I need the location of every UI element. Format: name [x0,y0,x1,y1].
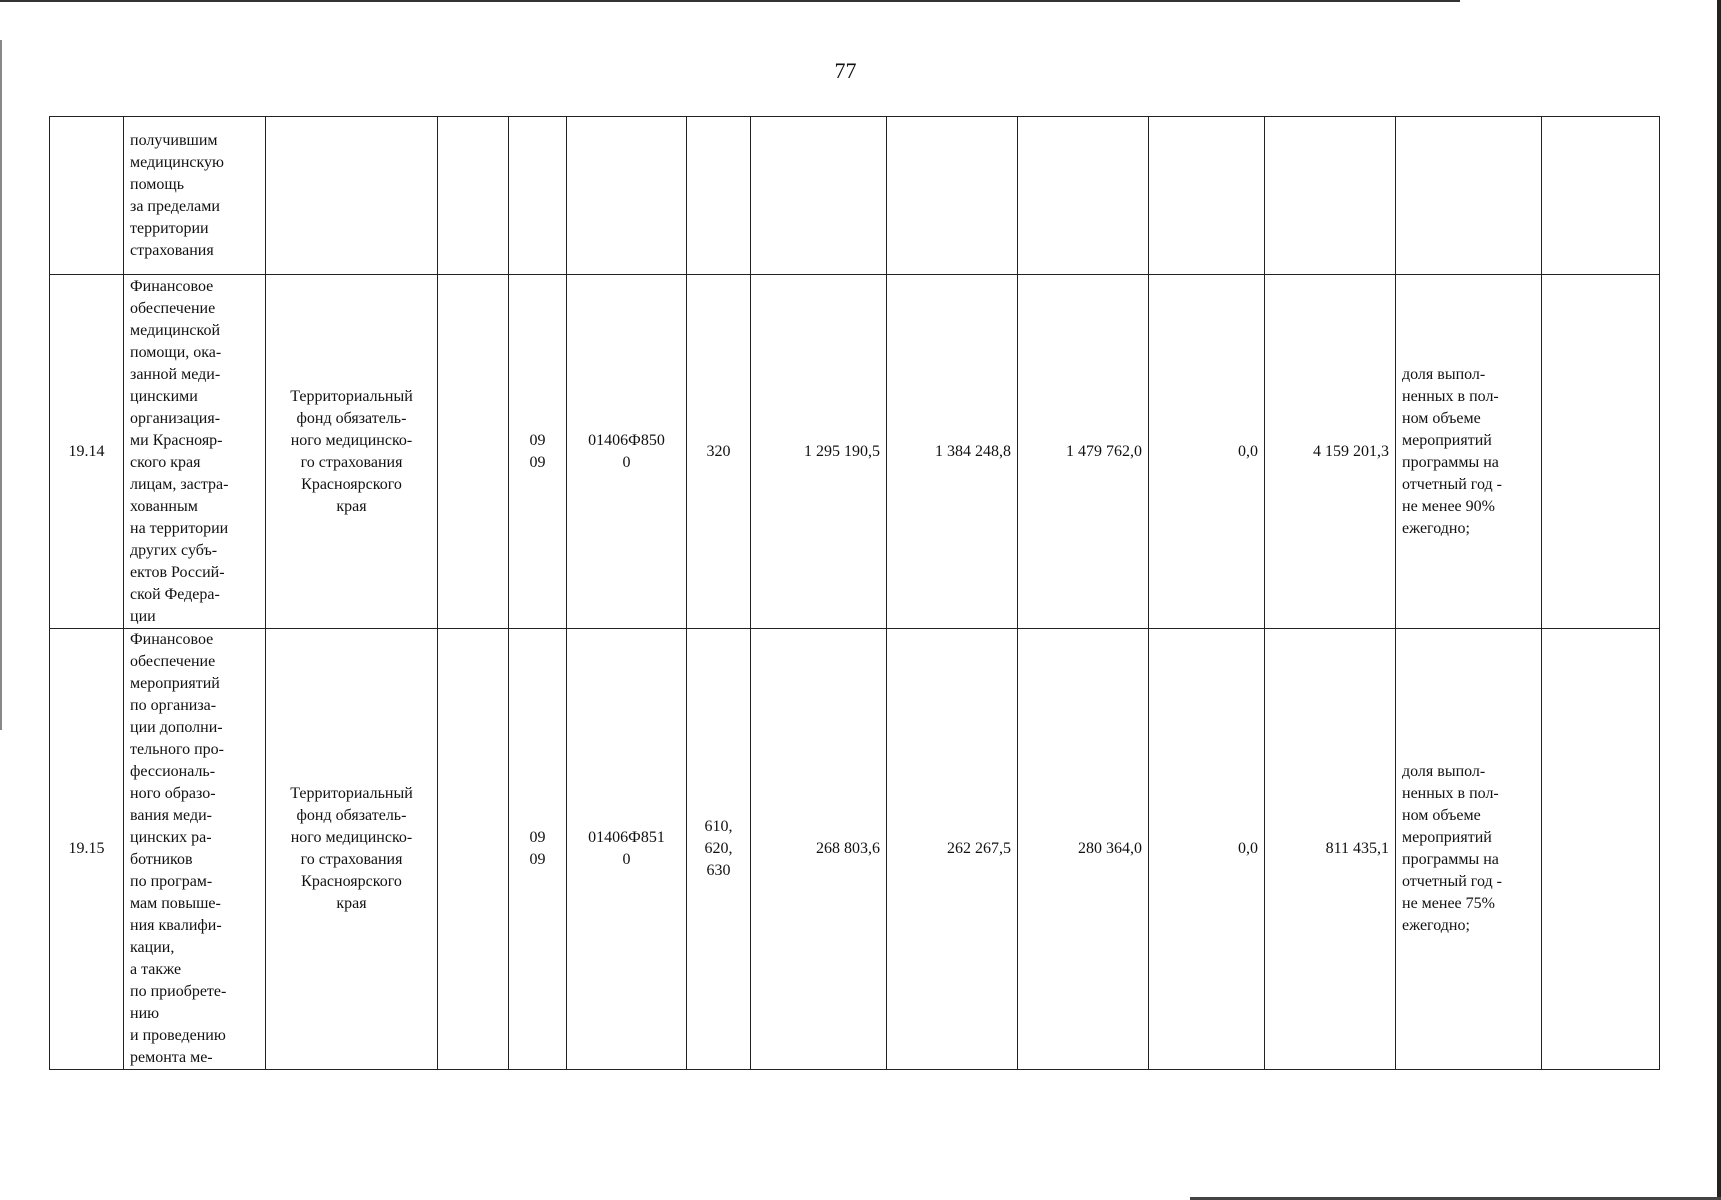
amount-total [1265,117,1396,275]
expense-type-code [687,117,751,275]
executor: Территориальный фонд обязатель- ного медицинско- го страхования Красноярского края [266,275,438,629]
amount-year-4: 0,0 [1149,629,1265,1070]
amount-year-4 [1149,117,1265,275]
grbs-code [438,117,509,275]
target-article-code: 01406Ф850 0 [567,275,687,629]
target-article-code [567,117,687,275]
expected-result [1396,117,1542,275]
target-article-code: 01406Ф851 0 [567,629,687,1070]
amount-year-2 [887,117,1018,275]
row-number: 19.15 [50,629,124,1070]
scan-edge-left [0,40,2,730]
table-row [50,629,1660,1070]
expected-result: доля выпол- ненных в пол- ном объеме мероприятий программы на отчетный год - не менее 75% ежегодно; [1396,629,1542,1070]
amount-year-3: 1 479 762,0 [1018,275,1149,629]
activity-name: Финансовое обеспечение медицинской помощи, ока- занной меди- цинскими организация- ми Краснояр- ского края лицам, застра- хованным на территории других субъ- ектов Россий- ской Федера- ции [124,275,266,629]
grbs-code [438,275,509,629]
section-code [509,117,567,275]
amount-year-2: 1 384 248,8 [887,275,1018,629]
row-number [50,117,124,275]
extra-column [1542,629,1660,1070]
activity-name: получившим медицинскую помощь за пределами территории страхования [124,117,266,275]
section-code: 09 09 [509,629,567,1070]
amount-total: 4 159 201,3 [1265,275,1396,629]
amount-year-3: 280 364,0 [1018,629,1149,1070]
amount-year-1: 268 803,6 [751,629,887,1070]
scan-edge-right [1717,0,1721,1200]
amount-year-1: 1 295 190,5 [751,275,887,629]
executor: Территориальный фонд обязатель- ного медицинско- го страхования Красноярского края [266,629,438,1070]
section-code: 09 09 [509,275,567,629]
amount-year-1 [751,117,887,275]
table-row [50,117,1660,275]
activity-name: Финансовое обеспечение мероприятий по организа- ции дополни- тельного про- фессиональ- ного образо- вания меди- цинских ра- ботников по програм- мам повыше- ния квалифи- кации, а также по приобрете- нию и проведению ремонта ме- [124,629,266,1070]
executor [266,117,438,275]
extra-column [1542,275,1660,629]
expense-type-code: 320 [687,275,751,629]
program-table [49,116,1660,1070]
amount-total: 811 435,1 [1265,629,1396,1070]
scan-edge-top [0,0,1460,2]
table-row [50,275,1660,629]
expected-result: доля выпол- ненных в пол- ном объеме мероприятий программы на отчетный год - не менее 90% ежегодно; [1396,275,1542,629]
page-number: 77 [834,58,857,83]
amount-year-2: 262 267,5 [887,629,1018,1070]
amount-year-3 [1018,117,1149,275]
row-number: 19.14 [50,275,124,629]
expense-type-code: 610, 620, 630 [687,629,751,1070]
grbs-code [438,629,509,1070]
extra-column [1542,117,1660,275]
amount-year-4: 0,0 [1149,275,1265,629]
